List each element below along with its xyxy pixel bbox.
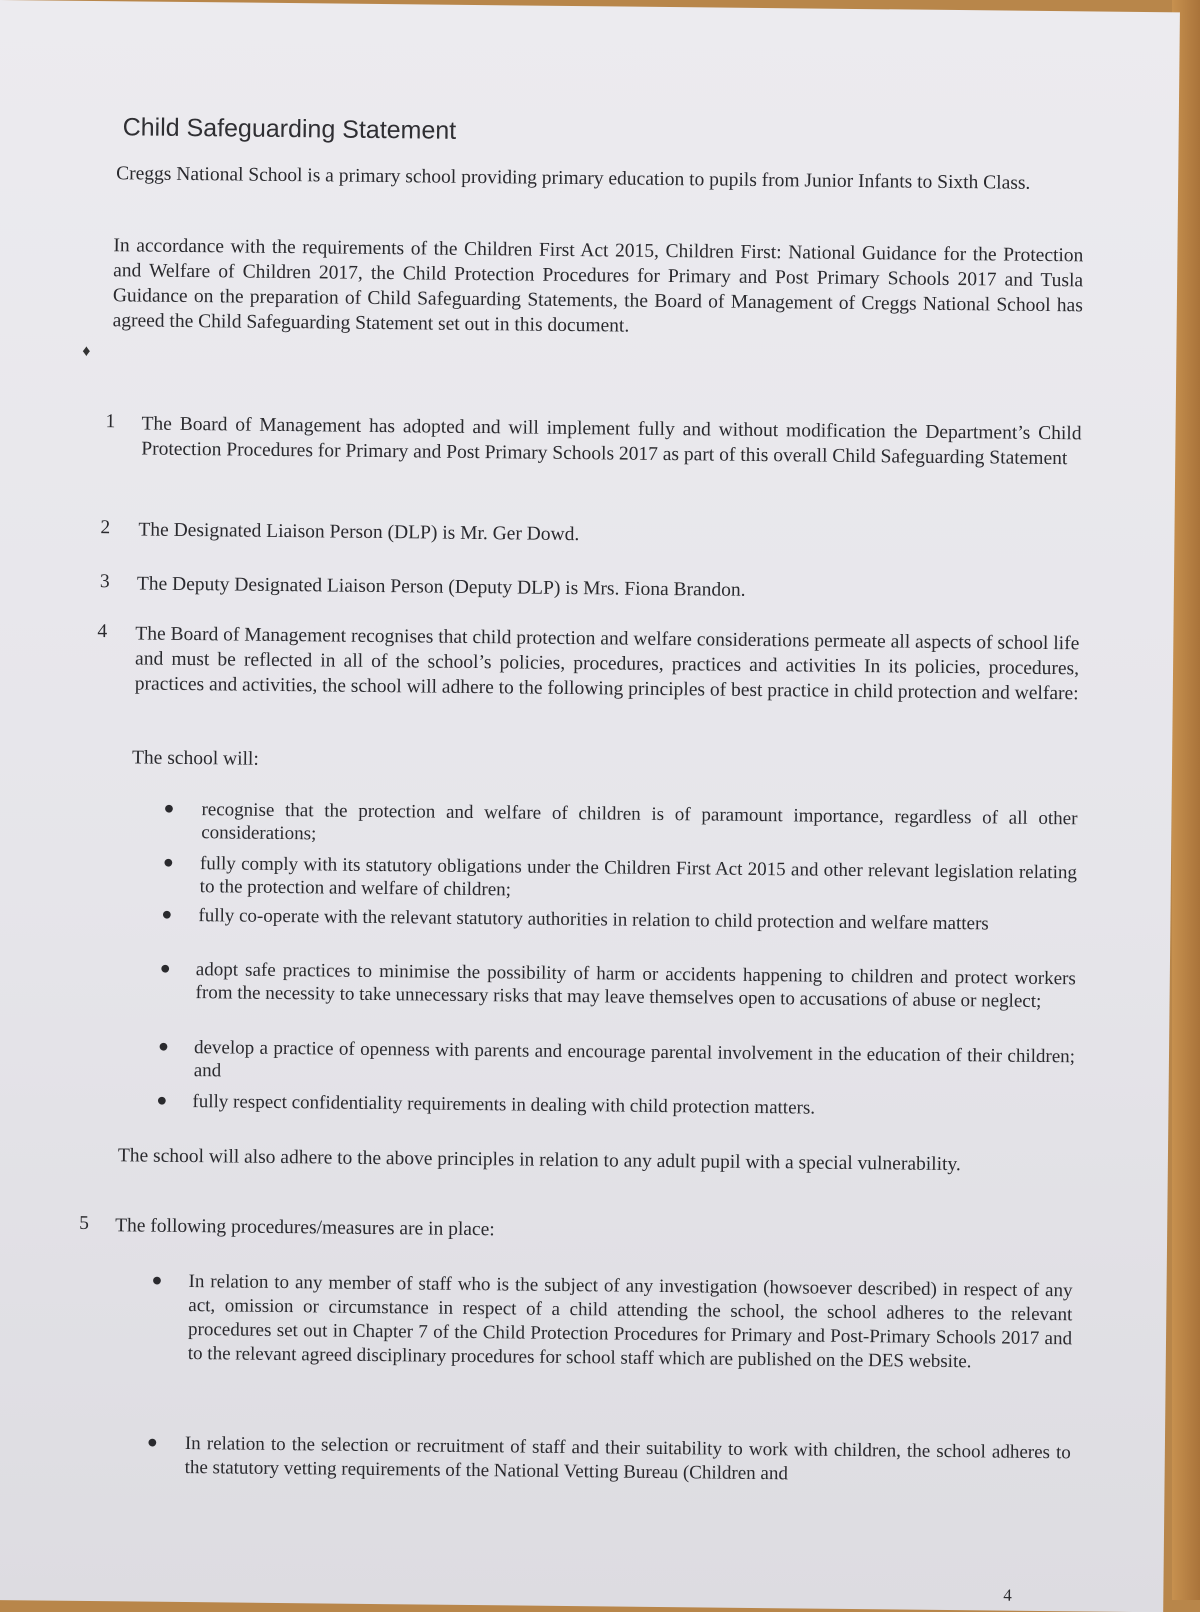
margin-mark: ♦ [82,342,91,360]
intro-paragraph: Creggs National School is a primary school providing primary education to pupils from Junior Infants to Sixth Class. [116,163,1031,194]
bullet-icon: ● [146,1431,158,1452]
page-title: Child Safeguarding Statement [122,113,457,145]
principle-item: fully respect confidentiality requirements in dealing with child protection matters. [192,1091,816,1119]
principle-item: recognise that the protection and welfare of children is of paramount importance, regardless of all other considerations; [201,799,1078,845]
adult-pupil-paragraph: The school will also adhere to the above principles in relation to any adult pupil with a special vulnerability. [117,1145,961,1176]
principle-item: adopt safe practices to minimise the possibility of harm or accidents happening to children and protect workers from the necessity to take unnecessary risks that may leave themselves open to accusations of abuse or neglect; [195,959,1076,1012]
school-will-label: The school will: [131,747,259,770]
accordance-paragraph: In accordance with the requirements of the Children First Act 2015, Children First: National Guidance for the Protection and Welfare of Children 2017, the Child Protection Procedures for Primary and Post Primary Schools 2017 and Tusla Guidance on the preparation of Child Safeguarding Statements, the Board of Management of Creggs National School has agreed the Child Safeguarding Statement set out in this document. [112,235,1084,337]
bullet-icon: ● [156,1089,168,1110]
bullet-icon: ● [159,957,171,978]
bullet-icon: ● [151,1269,163,1290]
item-number: 1 [105,411,116,433]
measure-item: In relation to any member of staff who is the subject of any investigation (howsoever described) in respect of any act, omission or circumstance in respect of a child attending the school, the school adheres to the relevant procedures set out in Chapter 7 of the Child Protection Procedures for Primary and Post-Primary Schools 2017 and to the relevant agreed disciplinary procedures for school staff which are published on the DES website. [187,1271,1073,1373]
bullet-icon: ● [161,903,173,924]
item-number: 5 [79,1212,90,1234]
principle-item: develop a practice of openness with parents and encourage parental involvement in the education of their children; and [193,1037,1076,1082]
item-text: The Board of Management recognises that child protection and welfare considerations permeate all aspects of school life and must be reflected in all of the school’s policies, procedures, practices and activities In its policies, procedures, practices and activities, the school will adhere to the following principles of best practice in child protection and welfare: [134,623,1080,705]
bullet-icon: ● [157,1035,170,1056]
bullet-icon: ● [163,797,175,818]
bullet-icon: ● [162,851,174,872]
item-number: 3 [99,571,110,593]
item-text: The following procedures/measures are in place: [115,1215,495,1241]
item-number: 4 [97,621,108,643]
item-number: 2 [100,517,111,539]
item-text: The Board of Management has adopted and will implement fully and without modification the Department’s Child Protection Procedures for Primary and Post Primary Schools 2017 as part of this overall Child Safeguarding Statement [141,413,1082,470]
deputy-dlp-statement: The Deputy Designated Liaison Person (Deputy DLP) is Mrs. Fiona Brandon. [136,573,746,601]
page-number: 4 [1003,1585,1012,1605]
dlp-statement: The Designated Liaison Person (DLP) is Mr. Ger Dowd. [138,519,580,546]
measure-item: In relation to the selection or recruitment of staff and their suitability to work with children, the school adheres to the statutory vetting requirements of the National Vetting Bureau (Children and [184,1433,1071,1485]
principle-item: fully comply with its statutory obligations under the Children First Act 2015 and other relevant legislation relating to the protection and welfare of children; [199,853,1078,901]
principle-item: fully co-operate with the relevant statutory authorities in relation to child protection and welfare matters [198,905,989,935]
